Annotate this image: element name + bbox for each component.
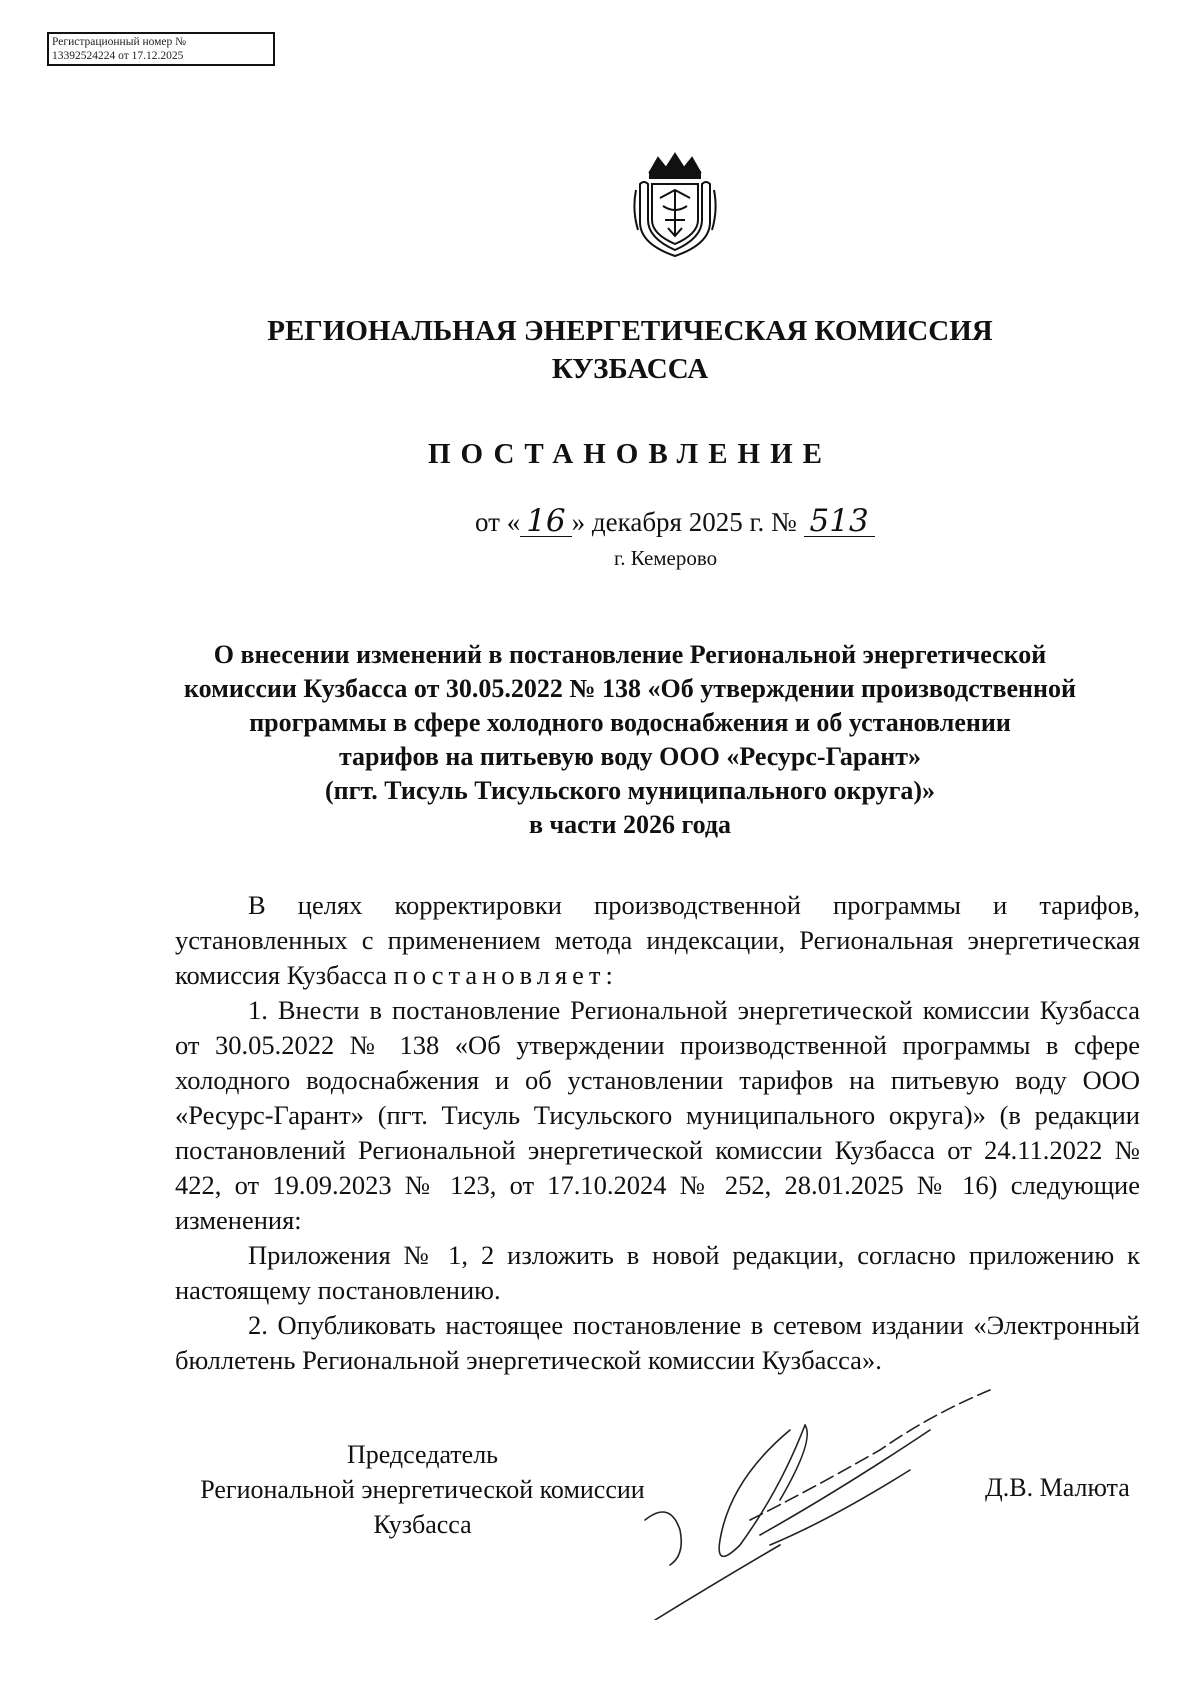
subject-line: в части 2026 года (528, 810, 732, 839)
organization-name (0, 312, 1200, 388)
handwritten-signature (630, 1370, 1030, 1620)
paragraph-preamble (175, 888, 1140, 993)
org-line-1: РЕГИОНАЛЬНАЯ ЭНЕРГЕТИЧЕСКАЯ КОМИССИЯ (267, 315, 993, 347)
preamble-text: В целях корректировки производственной программы и тарифов, установленных с применением метода индексации, Региональная энергетическая комиссия Кузбасса (175, 890, 1140, 990)
handwritten-number: 513 (804, 506, 875, 537)
subject-line: тарифов на питьевую воду ООО «Ресурс-Гарант» (338, 742, 922, 771)
resolves-word: постановляет: (393, 960, 618, 990)
paragraph-item-1: 1. Внести в постановление Региональной энергетической комиссии Кузбасса от 30.05.2022 № 138 «Об утверждении производственной программы в сфере холодного водоснабжения и об установлении тарифов на питьевую воду ООО «Ресурс-Гарант» (пгт. Тисуль Тисульского муниципального округа)» (в редакции постановлений Региональной энергетической комиссии Кузбасса от 24.11.2022 № 422, от 19.09.2023 № 123, от 17.10.2024 № 252, 28.01.2025 № 16) следующие изменения: (175, 995, 1140, 1235)
org-line-2: КУЗБАССА (551, 353, 709, 385)
subject-line: (пгт. Тисуль Тисульского муниципального округа)» (324, 776, 936, 805)
signatory-title-line: Председатель (346, 1440, 499, 1469)
subject-line: О внесении изменений в постановление Региональной энергетической (213, 640, 1047, 669)
date-line (475, 503, 875, 539)
city: г. Кемерово (614, 546, 718, 570)
paragraph-item-2: 2. Опубликовать настоящее постановление в сетевом издании «Электронный бюллетень Региональной энергетической комиссии Кузбасса». (175, 1310, 1140, 1375)
signatory-title-line: Региональной энергетической комиссии (200, 1475, 645, 1504)
signatory-title-line: Кузбасса (373, 1510, 472, 1539)
subject-line: программы в сфере холодного водоснабжения и об установлении (249, 708, 1011, 737)
registration-number: 13392524224 от 17.12.2025 (52, 50, 184, 62)
subject-heading (0, 638, 1200, 842)
coat-of-arms-icon (630, 150, 720, 258)
subject-line: комиссии Кузбасса от 30.05.2022 № 138 «Об утверждении производственной (184, 674, 1076, 703)
document-body (175, 888, 1140, 1378)
registration-label: Регистрационный номер № (52, 36, 187, 48)
signatory-title (175, 1437, 670, 1542)
paragraph-appendix: Приложения № 1, 2 изложить в новой редакции, согласно приложению к настоящему постановлению. (175, 1240, 1140, 1305)
document-type: ПОСТАНОВЛЕНИЕ (427, 438, 832, 470)
handwritten-day: 16 (520, 506, 571, 537)
date-prefix: от « (475, 507, 521, 537)
signatory-name: Д.В. Малюта (985, 1473, 1130, 1502)
registration-stamp (47, 32, 275, 66)
date-middle: » декабря 2025 г. № (571, 507, 797, 537)
